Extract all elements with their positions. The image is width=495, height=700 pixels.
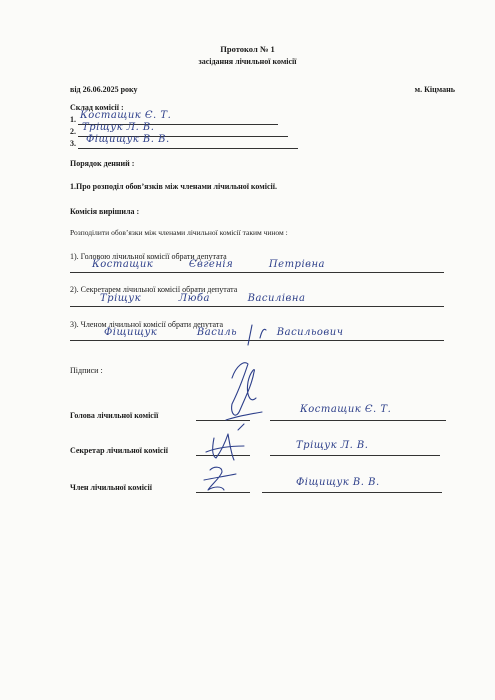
member-number: 3. bbox=[70, 139, 76, 148]
signatures-heading: Підписи : bbox=[70, 366, 103, 375]
member-number: 1. bbox=[70, 115, 76, 124]
member-name-handwritten: Костащик Є. Т. bbox=[80, 110, 172, 121]
decision-intro: Розподілити обов’язки між членами лічильної комісії таким чином : bbox=[70, 228, 288, 237]
member-name-handwritten: Фіщищук В. В. bbox=[86, 134, 170, 145]
signature-name-handwritten: Тріщук Л. В. bbox=[296, 440, 369, 451]
agenda-heading: Порядок денний : bbox=[70, 159, 135, 168]
signature-member bbox=[204, 467, 236, 490]
decision-item-text: 3). Членом лічильної комісії обрати депутата bbox=[70, 320, 224, 329]
document-subtitle: засідання лічильної комісії bbox=[198, 57, 297, 66]
member-number: 2. bbox=[70, 127, 76, 136]
decision-item-text: 2). Секретарем лічильної комісії обрати депутата bbox=[70, 285, 238, 294]
decision-item-text: 1). Головою лічильної комісії обрати депутата bbox=[70, 252, 227, 261]
decision-item-handwritten: Тріщук Люба Василівна bbox=[100, 293, 306, 304]
signature-role: Голова лічильної комісії bbox=[70, 411, 159, 420]
agenda-item: 1.Про розподіл обов’язків між членами лічильної комісії. bbox=[70, 182, 277, 191]
signature-name-handwritten: Фіщищук В. В. bbox=[296, 477, 380, 488]
signature-secretary bbox=[206, 424, 244, 460]
member-name-handwritten: Тріщук Л. В. bbox=[82, 122, 155, 133]
document-date: від 26.06.2025 року bbox=[70, 85, 138, 94]
decision-item-handwritten: Костащик Євгенія Петрівна bbox=[92, 259, 326, 270]
decision-item-handwritten: Фіщищук Василь Васильович bbox=[104, 327, 344, 338]
document-place: м. Кіцмань bbox=[414, 85, 455, 94]
decision-heading: Комісія вирішила : bbox=[70, 207, 140, 216]
signature-role: Секретар лічильної комісії bbox=[70, 446, 168, 455]
signature-role: Член лічильної комісії bbox=[70, 483, 152, 492]
document-title: Протокол № 1 bbox=[220, 44, 275, 54]
signature-chair bbox=[226, 363, 262, 420]
composition-heading: Склад комісії : bbox=[70, 103, 124, 112]
signature-flourish bbox=[248, 325, 266, 345]
signature-name-handwritten: Костащик Є. Т. bbox=[300, 404, 392, 415]
